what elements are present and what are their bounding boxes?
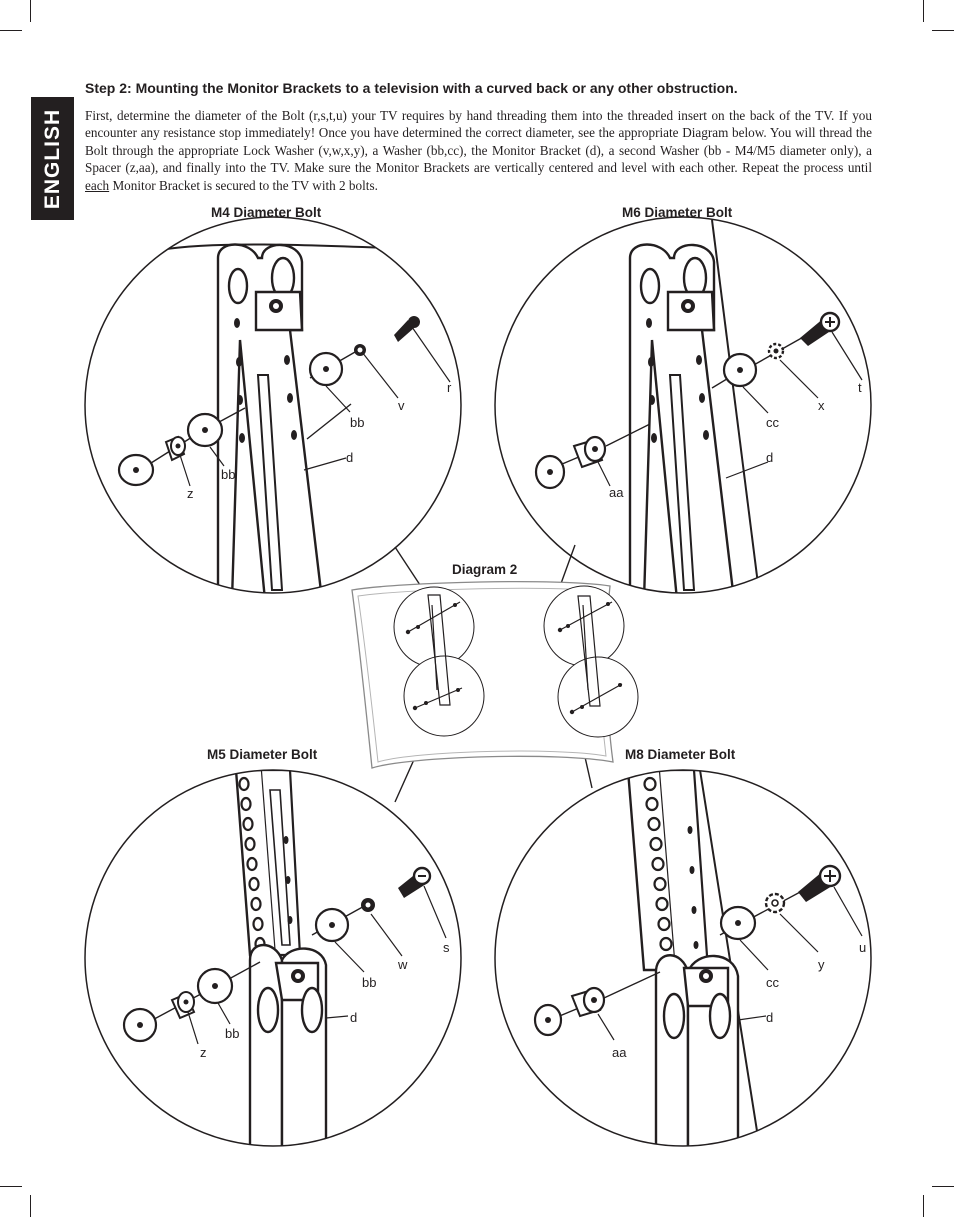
m6-lock-washer-label: x: [818, 398, 825, 413]
m8-bracket-label: d: [766, 1010, 774, 1025]
panel-m8: [495, 747, 871, 1150]
m5-washer-label: bb: [362, 975, 377, 990]
m5-bracket-label: d: [350, 1010, 358, 1025]
m5-bolt-label: s: [443, 940, 450, 955]
m4-washer-label: bb: [350, 415, 365, 430]
m5-lock-washer-label: w: [398, 957, 408, 972]
instructions-text-end: Monitor Bracket is secured to the TV with 2 bolts.: [109, 177, 378, 193]
m8-spacer-label: aa: [612, 1045, 627, 1060]
instructions-emphasis: each: [85, 177, 110, 193]
panel-m8-title: M8 Diameter Bolt: [625, 747, 736, 762]
m8-washer-label: cc: [766, 975, 779, 990]
language-tab-label: ENGLISH: [40, 108, 64, 209]
m6-bracket-label: d: [766, 450, 774, 465]
m5-spacer-label: z: [200, 1045, 207, 1060]
m6-washer-label: cc: [766, 415, 779, 430]
m4-washer-2-label: bb: [221, 467, 236, 482]
m4-spacer-label: z: [187, 486, 194, 501]
m4-bracket-label: d: [346, 450, 354, 465]
panel-m4-title: M4 Diameter Bolt: [211, 205, 322, 220]
m8-bolt-label: u: [859, 940, 867, 955]
diagram-2: [352, 562, 638, 768]
m5-washer-2-label: bb: [225, 1026, 240, 1041]
m4-lock-washer-label: v: [398, 398, 405, 413]
m8-lock-washer-label: y: [818, 957, 825, 972]
panel-m6-title: M6 Diameter Bolt: [622, 205, 733, 220]
panel-m5-title: M5 Diameter Bolt: [207, 747, 318, 762]
panel-m5: [85, 747, 461, 1150]
diagram-2-title: Diagram 2: [452, 562, 518, 577]
panel-m4: [85, 205, 461, 600]
instructions-text: First, determine the diameter of the Bolt (r,s,t,u) your TV requires by hand threading them into the threaded insert on the back of the TV. If you encounter any resistance stop immediately! Once you have determined the correct diameter, see the appropriate Diagram below. You will thread the Bolt through the appropriate Lock Washer (v,w,x,y), a Washer (bb,cc), the Monitor Bracket (d), a second Washer (bb - M4/M5 diameter only), a Spacer (z,aa), and finally into the TV. Make sure the Monitor Brackets are vertically centered and level with each other. Repeat the process until: [85, 108, 872, 176]
m6-spacer-label: aa: [609, 485, 624, 500]
panel-m6: [495, 205, 871, 600]
step-heading: Step 2: Mounting the Monitor Brackets to a television with a curved back or any other obstruction.: [85, 80, 738, 96]
m4-bolt-label: r: [447, 380, 452, 395]
m6-bolt-label: t: [858, 380, 862, 395]
